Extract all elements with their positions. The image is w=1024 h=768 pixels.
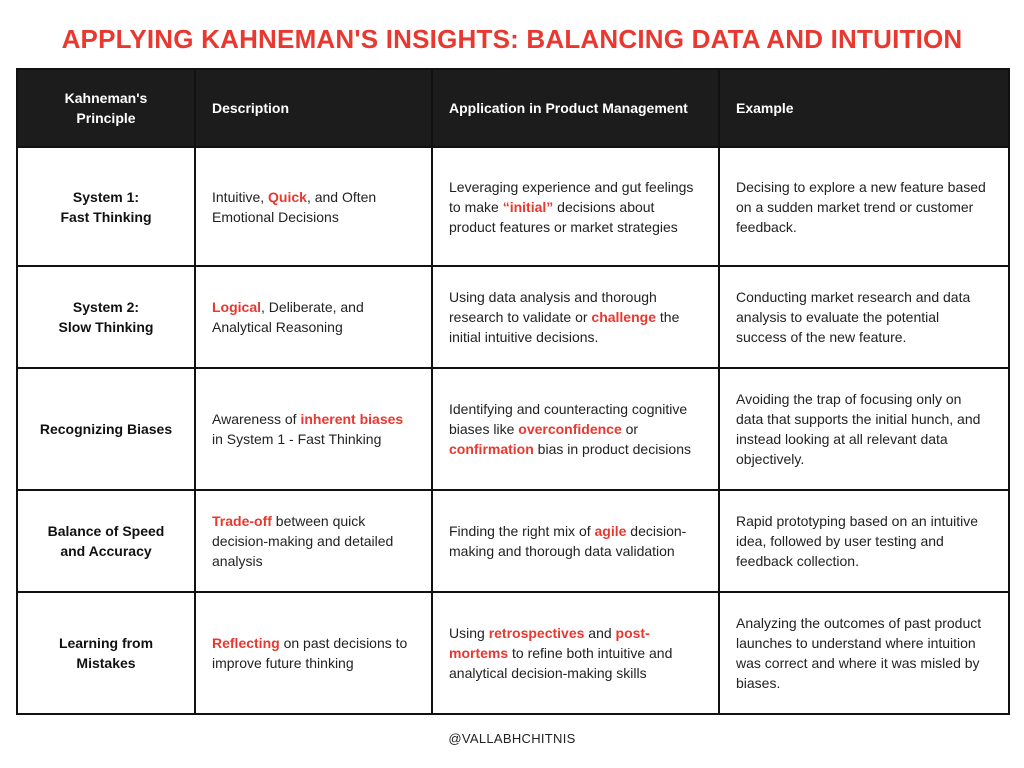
highlight-term: challenge <box>591 309 656 325</box>
cell-text: Awareness of <box>212 411 301 427</box>
table-row <box>17 147 1009 266</box>
author-handle: @VALLABHCHITNIS <box>448 731 576 746</box>
cell-text: Using data analysis and thorough research to validate or <box>449 289 657 325</box>
highlight-term: inherent biases <box>300 411 404 427</box>
example-cell <box>719 592 1009 714</box>
cell-text: to refine both intuitive and analytical decision-making skills <box>449 645 673 681</box>
description-cell <box>195 592 432 714</box>
cell-text: , and Often Emotional Decisions <box>212 188 377 225</box>
table-header-row <box>17 69 1009 147</box>
principle-cell <box>17 490 195 592</box>
cell-text: Fast Thinking <box>60 208 152 225</box>
cell-text: and <box>584 625 616 641</box>
cell-text: Mistakes <box>76 655 136 671</box>
highlight-term: retrospectives <box>488 625 585 641</box>
highlight-term: Reflecting <box>212 635 280 651</box>
table-row <box>17 266 1009 368</box>
cell-text: Slow Thinking <box>58 319 154 335</box>
cell-text: Intuitive, <box>212 188 269 205</box>
application-cell <box>432 147 719 266</box>
application-cell <box>432 368 719 490</box>
principle-cell <box>17 147 195 266</box>
cell-text: System 1: <box>72 188 140 205</box>
cell-text: Learning from <box>58 635 154 651</box>
highlight-term: overconfidence <box>518 421 622 437</box>
cell-text: decision-making and thorough data validation <box>449 523 687 559</box>
highlight-term: Trade-off <box>212 513 272 529</box>
cell-text: Identifying and counteracting cognitive biases like <box>449 401 688 437</box>
cell-text: Using <box>449 625 489 641</box>
cell-text: the initial intuitive decisions. <box>449 309 680 345</box>
table-row <box>17 490 1009 592</box>
highlight-term: agile <box>594 523 627 539</box>
cell-text: Leveraging experience and gut feelings to make <box>449 178 694 215</box>
example-cell <box>719 490 1009 592</box>
cell-text: Avoiding the trap of focusing only on data that supports the initial hunch, and instead looking at all relevant data objectively. <box>736 391 981 467</box>
cell-text: or <box>621 421 639 437</box>
table-row <box>17 592 1009 714</box>
highlight-term: “initial” <box>502 198 554 215</box>
example-cell <box>719 266 1009 368</box>
example-cell <box>719 147 1009 266</box>
principle-cell <box>17 266 195 368</box>
cell-text: Recognizing Biases <box>39 421 173 437</box>
cell-text: in System 1 - Fast Thinking <box>212 431 382 447</box>
cell-text: decisions about product features or market strategies <box>449 198 678 235</box>
application-cell <box>432 592 719 714</box>
cell-text: Rapid prototyping based on an intuitive idea, followed by user testing and feedback collection. <box>736 513 979 569</box>
example-cell <box>719 368 1009 490</box>
description-cell <box>195 266 432 368</box>
description-cell <box>195 490 432 592</box>
cell-text: Analyzing the outcomes of past product launches to understand where intuition was correct and where it was misled by biases. <box>736 615 982 691</box>
highlight-term: confirmation <box>449 441 534 457</box>
principle-cell <box>17 368 195 490</box>
cell-text: Conducting market research and data analysis to evaluate the potential success of the new feature. <box>736 289 971 345</box>
principles-table <box>16 68 1010 715</box>
highlight-term: post-mortems <box>449 625 650 661</box>
cell-text: Balance of Speed <box>47 523 165 539</box>
cell-text: Finding the right mix of <box>449 523 595 539</box>
cell-text: , Deliberate, and Analytical Reasoning <box>212 299 364 335</box>
principle-cell <box>17 592 195 714</box>
header-principle: Kahneman's Principle <box>17 69 195 147</box>
cell-text: Decising to explore a new feature based on a sudden market trend or customer feedback. <box>736 178 986 235</box>
header-application: Application in Product Management <box>432 69 719 147</box>
page-title: APPLYING KAHNEMAN'S INSIGHTS: BALANCING DATA AND INTUITION <box>61 24 963 54</box>
cell-text: and Accuracy <box>60 543 152 559</box>
cell-text: System 2: <box>72 299 140 315</box>
highlight-term: Quick <box>268 188 307 205</box>
header-description: Description <box>195 69 432 147</box>
highlight-term: Logical <box>212 299 262 315</box>
cell-text: bias in product decisions <box>533 441 691 457</box>
application-cell <box>432 490 719 592</box>
header-example: Example <box>719 69 1009 147</box>
cell-text: on past decisions to improve future thinking <box>212 635 408 671</box>
table-row <box>17 368 1009 490</box>
cell-text: between quick decision-making and detailed analysis <box>212 513 394 569</box>
application-cell <box>432 266 719 368</box>
description-cell <box>195 368 432 490</box>
description-cell <box>195 147 432 266</box>
